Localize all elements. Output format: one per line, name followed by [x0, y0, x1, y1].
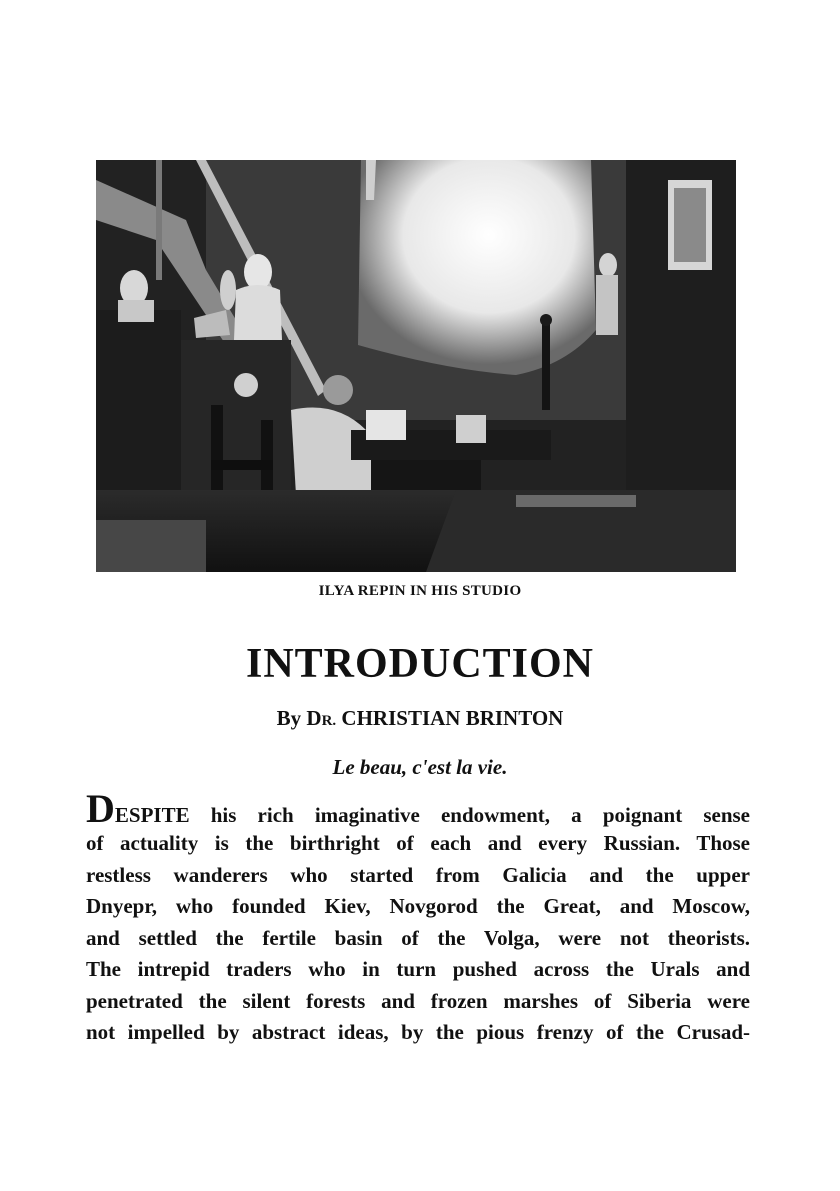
text-line: not impelled by abstract ideas, by the pious frenzy of the Crusad-: [86, 1020, 750, 1044]
body-paragraph: [86, 786, 750, 1049]
byline-title-rest: R.: [321, 713, 337, 729]
text-line: penetrated the silent forests and frozen marshes of Siberia were: [86, 988, 750, 1013]
page-title: INTRODUCTION: [245, 641, 595, 687]
studio-photograph: [96, 160, 736, 572]
text-line: [86, 786, 750, 831]
photo-caption: ILYA REPIN IN HIS STUDIO: [318, 583, 522, 599]
byline: [0, 706, 840, 731]
epigraph: Le beau, c'est la vie.: [332, 755, 508, 779]
text-line: The intrepid traders who in turn pushed across the Urals and: [86, 957, 750, 981]
text-line-content: ESPITE his rich imaginative endowment, a poignant sense: [114, 803, 750, 827]
byline-title-initial: D: [306, 706, 322, 730]
byline-by: By: [276, 706, 302, 730]
text-line: Dnyepr, who founded Kiev, Novgorod the Great, and Moscow,: [86, 894, 750, 918]
byline-author: CHRISTIAN BRINTON: [341, 706, 564, 730]
drop-cap: D: [86, 786, 115, 831]
text-line: of actuality is the birthright of each and every Russian. Those: [86, 831, 750, 855]
text-line: restless wanderers who started from Galicia and the upper: [86, 862, 750, 887]
text-line: and settled the fertile basin of the Volga, were not theorists.: [86, 925, 750, 950]
studio-photograph-icon: [96, 160, 736, 572]
byline-title: [306, 706, 336, 730]
